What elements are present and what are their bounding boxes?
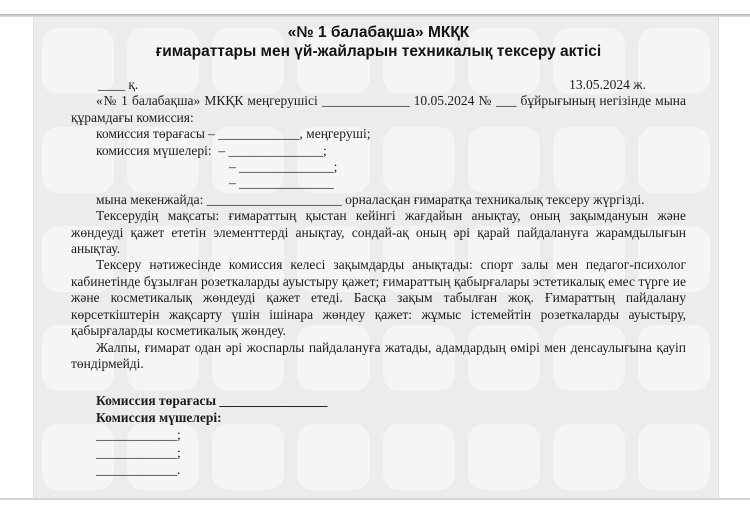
signature-member-blank-1: ____________; [96,427,181,443]
signature-member-blank-2: ____________; [96,444,181,460]
commission-chairman-line: комиссия төрағасы – ____________, меңгеруші; [96,126,371,142]
signature-member-blank-3: ____________. [96,462,181,478]
signature-chairman: Комиссия төрағасы ________________ [96,393,328,409]
title-line-1: «№ 1 балабақша» МКҚК [287,24,470,41]
signature-block [71,393,686,478]
commission-member-blank-2: – ______________; [229,159,338,175]
purpose-paragraph: Тексерудің мақсаты: ғимараттың қыстан кейінгі жағдайын анықтау, оның зақымдануын және жөндеуді қажет ететін элементтерді анықтау, сондай-ақ оның әрі қарай пайдалануға жарамдылығын анықтау. [71,208,686,257]
document-sheet [33,17,719,498]
intro-paragraph: «№ 1 балабақша» МКҚК меңгерушісі _____________ 10.05.2024 № ___ бұйрығының негізінде мына құрамдағы комиссия: [71,93,686,125]
document-content [71,17,686,498]
header-row [71,77,686,93]
findings-paragraph: Тексеру нәтижесінде комиссия келесі зақымдарды анықтады: спорт залы мен педагог-психолог кабинетінде бұзылған розеткаларды ауыстыру қажет; ғимараттың қабырғалары эстетикалық емес түрге ие және косметикалық жөндеуді қажет етеді. Басқа зақым табылған жоқ. Ғимараттың пайдалану көрсеткіштерін жақсарту үшін ішінара жөндеу қажет: жұмыс істемейтін розеткаларды ауыстыру, қабырғаларды косметикалық жөндеу. [71,257,686,339]
city-blank: ____ қ. [98,77,139,92]
document-title [71,23,686,61]
commission-member-blank-3: – ______________ [229,175,334,191]
bottom-divider [0,498,750,500]
commission-members-line: комиссия мүшелері: – ______________; [96,142,327,158]
signature-members-label: Комиссия мүшелері: [96,409,222,425]
conclusion-paragraph: Жалпы, ғимарат одан әрі жоспарлы пайдалануға жатады, адамдардың өмірі мен денсаулығына қауіп төндірмейді. [71,339,686,371]
document-date: 13.05.2024 ж. [569,77,646,92]
title-line-2: ғимараттары мен үй-жайларын техникалық тексеру актісі [155,43,602,60]
address-line: мына мекенжайда: ____________________ орналасқан ғимаратқа техникалық тексеру жүргізді. [96,191,645,207]
